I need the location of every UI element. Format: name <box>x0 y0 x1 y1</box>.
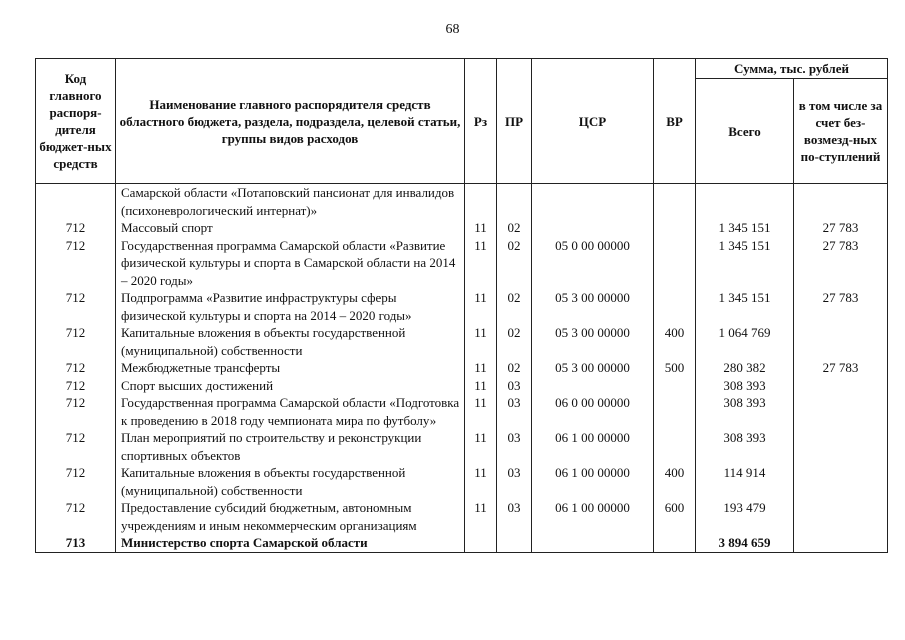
cell-code: 712 <box>36 429 116 464</box>
cell-incl: 27 783 <box>794 219 888 237</box>
cell-name: Подпрограмма «Развитие инфраструктуры сферы физической культуры и спорта на 2014 – 2020 годы» <box>116 289 465 324</box>
cell-name: Государственная программа Самарской области «Подготовка к проведению в 2018 году чемпионата мира по футболу» <box>116 394 465 429</box>
header-sum: Сумма, тыс. рублей <box>696 59 888 79</box>
cell-rz: 11 <box>465 377 497 395</box>
cell-vr <box>654 184 696 220</box>
cell-csr: 05 0 00 00000 <box>532 237 654 290</box>
page-number: 68 <box>445 22 460 37</box>
cell-csr: 05 3 00 00000 <box>532 289 654 324</box>
cell-total: 308 393 <box>696 429 794 464</box>
cell-name: Капитальные вложения в объекты государственной (муниципальной) собственности <box>116 324 465 359</box>
cell-code: 712 <box>36 377 116 395</box>
cell-vr <box>654 289 696 324</box>
table-row <box>36 464 888 499</box>
cell-rz <box>465 534 497 552</box>
cell-pr: 03 <box>497 464 532 499</box>
cell-total: 3 894 659 <box>696 534 794 552</box>
cell-pr: 03 <box>497 499 532 534</box>
cell-code: 712 <box>36 219 116 237</box>
cell-csr: 06 0 00 00000 <box>532 394 654 429</box>
cell-incl: 27 783 <box>794 237 888 290</box>
cell-vr <box>654 534 696 552</box>
cell-total <box>696 184 794 220</box>
header-vr: ВР <box>654 59 696 184</box>
cell-name: Предоставление субсидий бюджетным, автономным учреждениям и иным некоммерческим организациям <box>116 499 465 534</box>
cell-name: План мероприятий по строительству и реконструкции спортивных объектов <box>116 429 465 464</box>
cell-incl <box>794 499 888 534</box>
header-name: Наименование главного распорядителя средств областного бюджета, раздела, подраздела, целевой статьи, группы видов расходов <box>116 59 465 184</box>
table-row <box>36 359 888 377</box>
cell-total: 1 345 151 <box>696 237 794 290</box>
cell-code <box>36 184 116 220</box>
cell-pr: 02 <box>497 237 532 290</box>
cell-total: 193 479 <box>696 499 794 534</box>
budget-table <box>35 58 888 553</box>
cell-incl: 27 783 <box>794 359 888 377</box>
cell-code: 712 <box>36 289 116 324</box>
table-row <box>36 499 888 534</box>
cell-csr: 06 1 00 00000 <box>532 464 654 499</box>
cell-code: 712 <box>36 359 116 377</box>
header-total: Всего <box>696 79 794 184</box>
header-rz: Рз <box>465 59 497 184</box>
cell-total: 1 345 151 <box>696 289 794 324</box>
header-pr: ПР <box>497 59 532 184</box>
cell-pr: 02 <box>497 324 532 359</box>
table-row <box>36 324 888 359</box>
cell-code: 713 <box>36 534 116 552</box>
cell-csr: 05 3 00 00000 <box>532 324 654 359</box>
cell-rz: 11 <box>465 324 497 359</box>
cell-vr: 600 <box>654 499 696 534</box>
cell-name: Министерство спорта Самарской области <box>116 534 465 552</box>
cell-vr: 400 <box>654 324 696 359</box>
cell-csr: 05 3 00 00000 <box>532 359 654 377</box>
cell-name: Межбюджетные трансферты <box>116 359 465 377</box>
table-row <box>36 429 888 464</box>
cell-code: 712 <box>36 464 116 499</box>
cell-total: 280 382 <box>696 359 794 377</box>
cell-pr: 02 <box>497 359 532 377</box>
cell-csr <box>532 534 654 552</box>
cell-pr: 02 <box>497 219 532 237</box>
table-row <box>36 377 888 395</box>
cell-code: 712 <box>36 324 116 359</box>
cell-incl <box>794 464 888 499</box>
header-incl: в том числе за счет без-возмезд-ных по-ступлений <box>794 79 888 184</box>
cell-total: 308 393 <box>696 377 794 395</box>
cell-csr <box>532 184 654 220</box>
cell-incl <box>794 184 888 220</box>
cell-rz: 11 <box>465 464 497 499</box>
cell-pr: 03 <box>497 377 532 395</box>
cell-incl <box>794 377 888 395</box>
cell-pr: 02 <box>497 289 532 324</box>
cell-rz: 11 <box>465 359 497 377</box>
cell-name: Государственная программа Самарской области «Развитие физической культуры и спорта в Самарской области на 2014 – 2020 годы» <box>116 237 465 290</box>
cell-rz: 11 <box>465 394 497 429</box>
cell-rz: 11 <box>465 219 497 237</box>
cell-name: Спорт высших достижений <box>116 377 465 395</box>
cell-name: Самарской области «Потаповский пансионат для инвалидов (психоневрологический интернат)» <box>116 184 465 220</box>
cell-rz: 11 <box>465 237 497 290</box>
header-code: Код главного распоря-дителя бюджет-ных средств <box>36 59 116 184</box>
table-body <box>36 184 888 553</box>
cell-total: 1 064 769 <box>696 324 794 359</box>
cell-pr <box>497 184 532 220</box>
cell-pr: 03 <box>497 394 532 429</box>
table-row <box>36 289 888 324</box>
cell-incl <box>794 534 888 552</box>
header-csr: ЦСР <box>532 59 654 184</box>
cell-incl: 27 783 <box>794 289 888 324</box>
table-row <box>36 219 888 237</box>
table-row <box>36 534 888 552</box>
table-header <box>36 59 888 184</box>
cell-vr: 400 <box>654 464 696 499</box>
cell-incl <box>794 394 888 429</box>
cell-code: 712 <box>36 499 116 534</box>
cell-csr: 06 1 00 00000 <box>532 499 654 534</box>
cell-rz: 11 <box>465 429 497 464</box>
table-row <box>36 237 888 290</box>
cell-pr <box>497 534 532 552</box>
cell-vr <box>654 377 696 395</box>
cell-vr <box>654 237 696 290</box>
cell-name: Массовый спорт <box>116 219 465 237</box>
cell-rz: 11 <box>465 289 497 324</box>
cell-pr: 03 <box>497 429 532 464</box>
cell-total: 114 914 <box>696 464 794 499</box>
cell-rz <box>465 184 497 220</box>
cell-incl <box>794 429 888 464</box>
cell-incl <box>794 324 888 359</box>
cell-code: 712 <box>36 394 116 429</box>
table-row <box>36 184 888 220</box>
cell-vr: 500 <box>654 359 696 377</box>
cell-total: 1 345 151 <box>696 219 794 237</box>
cell-csr: 06 1 00 00000 <box>532 429 654 464</box>
table-row <box>36 394 888 429</box>
cell-name: Капитальные вложения в объекты государственной (муниципальной) собственности <box>116 464 465 499</box>
cell-total: 308 393 <box>696 394 794 429</box>
cell-code: 712 <box>36 237 116 290</box>
cell-vr <box>654 394 696 429</box>
cell-csr <box>532 377 654 395</box>
cell-csr <box>532 219 654 237</box>
cell-vr <box>654 429 696 464</box>
cell-rz: 11 <box>465 499 497 534</box>
cell-vr <box>654 219 696 237</box>
